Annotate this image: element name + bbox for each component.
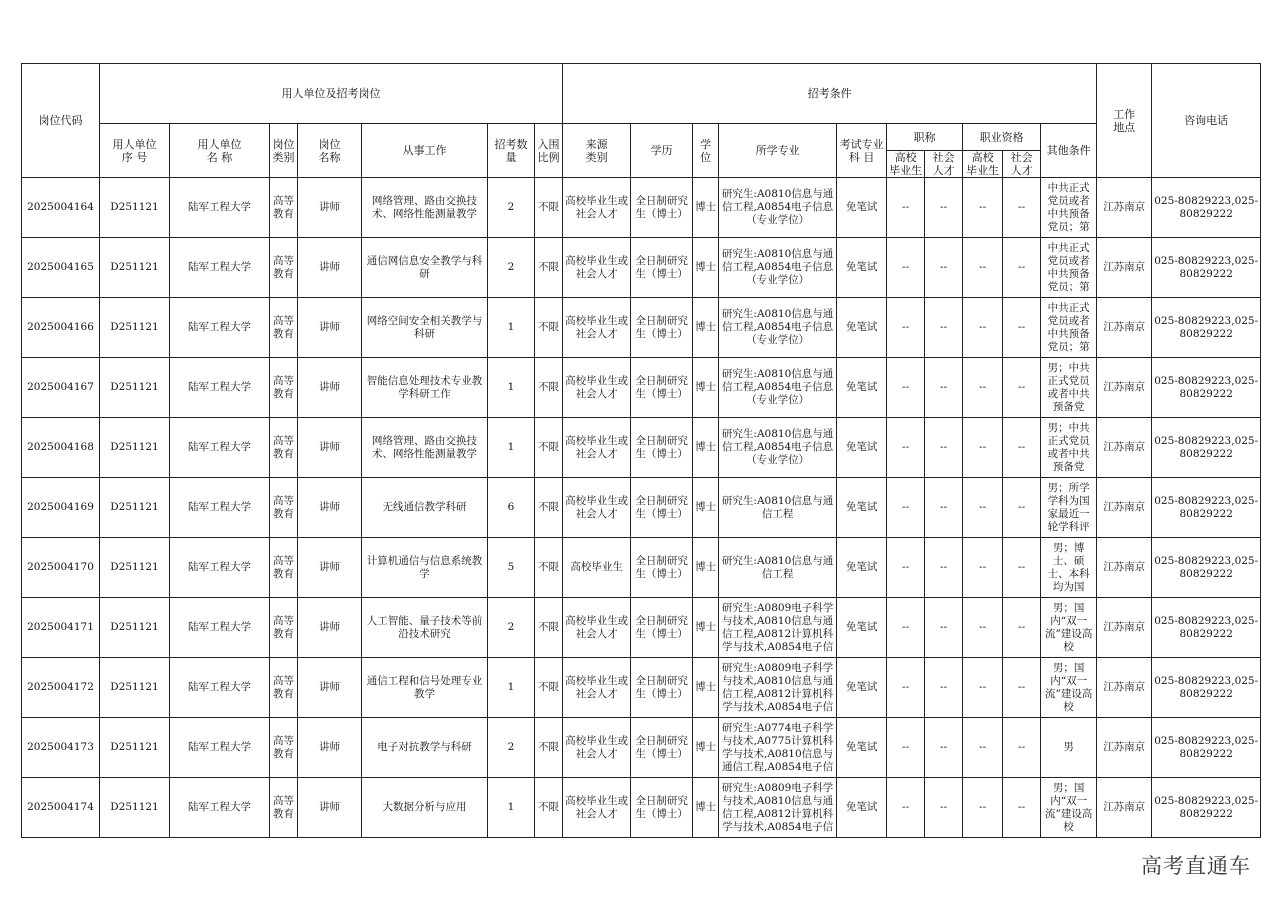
cell-ratio: 不限 [535,778,563,838]
cell-title-grad: -- [887,658,925,718]
cell-unit-no: D251121 [100,178,170,238]
cell-degree: 博士 [693,238,719,298]
cell-job: 电子对抗教学与科研 [362,718,488,778]
cell-exam: 免笔试 [837,778,887,838]
cell-exam: 免笔试 [837,238,887,298]
cell-source: 高校毕业生或社会人才 [563,478,631,538]
cell-job: 智能信息处理技术专业教学科研工作 [362,358,488,418]
table-row [22,718,1261,778]
table-row [22,538,1261,598]
cell-count: 2 [488,178,535,238]
cell-exam: 免笔试 [837,718,887,778]
cell-exam: 免笔试 [837,658,887,718]
table-row [22,418,1261,478]
cell-degree: 博士 [693,778,719,838]
cell-title-social: -- [925,358,963,418]
cell-major: 研究生:A0810信息与通信工程,A0854电子信息（专业学位） [719,298,837,358]
table-row [22,298,1261,358]
cell-title-social: -- [925,298,963,358]
cell-education: 全日制研究生（博士） [631,358,693,418]
cell-unit-no: D251121 [100,778,170,838]
cell-count: 1 [488,298,535,358]
cell-job: 网络空间安全相关教学与科研 [362,298,488,358]
cell-qual-social: -- [1003,478,1041,538]
cell-unit-no: D251121 [100,718,170,778]
cell-unit-no: D251121 [100,478,170,538]
cell-qual-grad: -- [963,418,1003,478]
cell-qual-grad: -- [963,718,1003,778]
cell-qual-grad: -- [963,658,1003,718]
cell-degree: 博士 [693,538,719,598]
cell-education: 全日制研究生（博士） [631,538,693,598]
cell-unit-name: 陆军工程大学 [170,298,270,358]
header-qualification-group: 职业资格 [963,124,1041,151]
cell-unit-name: 陆军工程大学 [170,358,270,418]
cell-job: 无线通信教学科研 [362,478,488,538]
cell-work-place: 江苏南京 [1097,778,1152,838]
cell-exam: 免笔试 [837,358,887,418]
cell-source: 高校毕业生或社会人才 [563,418,631,478]
header-exam: 考试专业 科 目 [837,124,887,178]
table-row [22,358,1261,418]
cell-other: 中共正式党员或者中共预备党员；第 [1041,238,1097,298]
cell-title-grad: -- [887,598,925,658]
cell-major: 研究生:A0810信息与通信工程,A0854电子信息（专业学位） [719,418,837,478]
cell-source: 高校毕业生或社会人才 [563,238,631,298]
cell-other: 中共正式党员或者中共预备党员；第 [1041,298,1097,358]
cell-unit-no: D251121 [100,238,170,298]
cell-degree: 博士 [693,718,719,778]
cell-title-social: -- [925,178,963,238]
cell-count: 6 [488,478,535,538]
cell-post-name: 讲师 [298,478,362,538]
cell-work-place: 江苏南京 [1097,478,1152,538]
cell-degree: 博士 [693,418,719,478]
cell-source: 高校毕业生或社会人才 [563,658,631,718]
cell-post-type: 高等 教育 [270,538,298,598]
cell-title-grad: -- [887,358,925,418]
table-body [22,178,1261,838]
cell-qual-social: -- [1003,178,1041,238]
cell-ratio: 不限 [535,418,563,478]
cell-phone: 025-80829223,025-80829222 [1152,598,1261,658]
cell-title-social: -- [925,658,963,718]
cell-post-code: 2025004167 [22,358,100,418]
cell-unit-no: D251121 [100,538,170,598]
cell-title-social: -- [925,778,963,838]
table-row [22,478,1261,538]
cell-qual-grad: -- [963,538,1003,598]
cell-title-grad: -- [887,418,925,478]
cell-degree: 博士 [693,598,719,658]
cell-post-type: 高等 教育 [270,658,298,718]
cell-title-grad: -- [887,178,925,238]
cell-post-name: 讲师 [298,298,362,358]
cell-ratio: 不限 [535,178,563,238]
cell-unit-no: D251121 [100,298,170,358]
cell-phone: 025-80829223,025-80829222 [1152,538,1261,598]
cell-count: 2 [488,598,535,658]
cell-education: 全日制研究生（博士） [631,598,693,658]
cell-post-code: 2025004170 [22,538,100,598]
cell-qual-grad: -- [963,778,1003,838]
header-post-type: 岗位 类别 [270,124,298,178]
cell-unit-no: D251121 [100,598,170,658]
cell-major: 研究生:A0810信息与通信工程,A0854电子信息（专业学位） [719,238,837,298]
cell-count: 1 [488,358,535,418]
cell-unit-name: 陆军工程大学 [170,478,270,538]
cell-education: 全日制研究生（博士） [631,418,693,478]
cell-post-type: 高等 教育 [270,238,298,298]
cell-qual-social: -- [1003,778,1041,838]
cell-post-type: 高等 教育 [270,358,298,418]
cell-title-grad: -- [887,778,925,838]
cell-qual-social: -- [1003,238,1041,298]
cell-major: 研究生:A0809电子科学与技术,A0810信息与通信工程,A0812计算机科学与技术,A0854电子信 [719,598,837,658]
cell-qual-social: -- [1003,718,1041,778]
cell-ratio: 不限 [535,718,563,778]
cell-education: 全日制研究生（博士） [631,238,693,298]
cell-education: 全日制研究生（博士） [631,718,693,778]
cell-ratio: 不限 [535,538,563,598]
table-row [22,658,1261,718]
cell-job: 人工智能、量子技术等前沿技术研究 [362,598,488,658]
cell-other: 男；国内“双一流”建设高校 [1041,658,1097,718]
cell-job: 大数据分析与应用 [362,778,488,838]
cell-unit-name: 陆军工程大学 [170,178,270,238]
cell-qual-social: -- [1003,358,1041,418]
cell-exam: 免笔试 [837,538,887,598]
cell-exam: 免笔试 [837,598,887,658]
cell-work-place: 江苏南京 [1097,598,1152,658]
cell-work-place: 江苏南京 [1097,718,1152,778]
cell-unit-name: 陆军工程大学 [170,598,270,658]
cell-work-place: 江苏南京 [1097,538,1152,598]
cell-qual-grad: -- [963,598,1003,658]
cell-post-code: 2025004168 [22,418,100,478]
cell-unit-name: 陆军工程大学 [170,658,270,718]
cell-major: 研究生:A0809电子科学与技术,A0810信息与通信工程,A0812计算机科学与技术,A0854电子信 [719,778,837,838]
cell-degree: 博士 [693,658,719,718]
cell-education: 全日制研究生（博士） [631,178,693,238]
cell-other: 男；中共正式党员或者中共预备党 [1041,358,1097,418]
header-education: 学历 [631,124,693,178]
cell-post-code: 2025004166 [22,298,100,358]
header-title-group: 职称 [887,124,963,151]
cell-other: 男；所学学科为国家最近一轮学科评 [1041,478,1097,538]
header-qual-social: 社会 人才 [1003,151,1041,178]
cell-education: 全日制研究生（博士） [631,778,693,838]
cell-education: 全日制研究生（博士） [631,658,693,718]
cell-count: 5 [488,538,535,598]
cell-post-type: 高等 教育 [270,418,298,478]
cell-post-code: 2025004172 [22,658,100,718]
header-title-social: 社会 人才 [925,151,963,178]
cell-phone: 025-80829223,025-80829222 [1152,358,1261,418]
cell-post-code: 2025004169 [22,478,100,538]
cell-post-type: 高等 教育 [270,718,298,778]
header-job: 从事工作 [362,124,488,178]
cell-qual-grad: -- [963,178,1003,238]
cell-unit-name: 陆军工程大学 [170,538,270,598]
table-row [22,598,1261,658]
cell-post-type: 高等 教育 [270,298,298,358]
cell-ratio: 不限 [535,478,563,538]
cell-work-place: 江苏南京 [1097,358,1152,418]
cell-source: 高校毕业生或社会人才 [563,178,631,238]
cell-post-name: 讲师 [298,418,362,478]
cell-other: 男；博士、硕士、本科均为国 [1041,538,1097,598]
cell-major: 研究生:A0774电子科学与技术,A0775计算机科学与技术,A0810信息与通信工程,A0854电子信 [719,718,837,778]
cell-ratio: 不限 [535,358,563,418]
cell-post-type: 高等 教育 [270,778,298,838]
header-conditions-group: 招考条件 [563,64,1097,124]
cell-job: 网络管理、路由交换技术、网络性能测量教学 [362,178,488,238]
header-unit-group: 用人单位及招考岗位 [100,64,563,124]
cell-qual-social: -- [1003,298,1041,358]
cell-exam: 免笔试 [837,418,887,478]
header-degree: 学位 [693,124,719,178]
cell-education: 全日制研究生（博士） [631,478,693,538]
cell-post-type: 高等 教育 [270,178,298,238]
cell-title-social: -- [925,478,963,538]
cell-major: 研究生:A0810信息与通信工程,A0854电子信息（专业学位） [719,178,837,238]
cell-phone: 025-80829223,025-80829222 [1152,238,1261,298]
cell-post-name: 讲师 [298,718,362,778]
header-phone: 咨询电话 [1152,64,1261,178]
cell-job: 计算机通信与信息系统教学 [362,538,488,598]
cell-exam: 免笔试 [837,478,887,538]
watermark: 高考直通车 [1141,854,1251,878]
cell-source: 高校毕业生或社会人才 [563,298,631,358]
cell-qual-social: -- [1003,538,1041,598]
cell-unit-name: 陆军工程大学 [170,778,270,838]
cell-source: 高校毕业生或社会人才 [563,358,631,418]
cell-source: 高校毕业生或社会人才 [563,598,631,658]
cell-work-place: 江苏南京 [1097,238,1152,298]
table-row [22,238,1261,298]
cell-job: 通信网信息安全教学与科研 [362,238,488,298]
cell-unit-name: 陆军工程大学 [170,718,270,778]
cell-major: 研究生:A0810信息与通信工程 [719,538,837,598]
cell-post-name: 讲师 [298,358,362,418]
header-unit-name: 用人单位 名 称 [170,124,270,178]
cell-unit-no: D251121 [100,418,170,478]
cell-degree: 博士 [693,298,719,358]
cell-major: 研究生:A0810信息与通信工程,A0854电子信息（专业学位） [719,358,837,418]
header-ratio: 入围 比例 [535,124,563,178]
cell-job: 通信工程和信号处理专业教学 [362,658,488,718]
cell-ratio: 不限 [535,658,563,718]
cell-unit-name: 陆军工程大学 [170,238,270,298]
cell-post-code: 2025004165 [22,238,100,298]
cell-post-type: 高等 教育 [270,478,298,538]
cell-qual-social: -- [1003,658,1041,718]
cell-phone: 025-80829223,025-80829222 [1152,778,1261,838]
cell-qual-grad: -- [963,478,1003,538]
cell-other: 男；国内“双一流”建设高校 [1041,598,1097,658]
cell-title-grad: -- [887,298,925,358]
cell-post-code: 2025004174 [22,778,100,838]
header-post-name: 岗位 名称 [298,124,362,178]
cell-title-social: -- [925,718,963,778]
header-post-code: 岗位代码 [22,64,100,178]
cell-other: 中共正式党员或者中共预备党员；第 [1041,178,1097,238]
header-count: 招考数量 [488,124,535,178]
header-major: 所学专业 [719,124,837,178]
cell-post-name: 讲师 [298,658,362,718]
cell-title-social: -- [925,598,963,658]
cell-degree: 博士 [693,178,719,238]
cell-count: 2 [488,238,535,298]
cell-other: 男；中共正式党员或者中共预备党 [1041,418,1097,478]
header-qual-grad: 高校 毕业生 [963,151,1003,178]
cell-post-code: 2025004164 [22,178,100,238]
cell-source: 高校毕业生或社会人才 [563,778,631,838]
cell-work-place: 江苏南京 [1097,298,1152,358]
cell-degree: 博士 [693,478,719,538]
cell-phone: 025-80829223,025-80829222 [1152,178,1261,238]
cell-unit-no: D251121 [100,358,170,418]
cell-count: 2 [488,718,535,778]
cell-title-social: -- [925,418,963,478]
cell-other: 男 [1041,718,1097,778]
recruitment-table [21,63,1261,838]
cell-post-name: 讲师 [298,538,362,598]
header-unit-no: 用人单位 序 号 [100,124,170,178]
cell-count: 1 [488,658,535,718]
cell-phone: 025-80829223,025-80829222 [1152,418,1261,478]
cell-title-social: -- [925,538,963,598]
cell-title-grad: -- [887,478,925,538]
cell-post-name: 讲师 [298,238,362,298]
header-source: 来源 类别 [563,124,631,178]
cell-work-place: 江苏南京 [1097,418,1152,478]
cell-post-code: 2025004171 [22,598,100,658]
cell-job: 网络管理、路由交换技术、网络性能测量教学 [362,418,488,478]
cell-post-name: 讲师 [298,178,362,238]
table-row [22,178,1261,238]
cell-other: 男；国内“双一流”建设高校 [1041,778,1097,838]
cell-phone: 025-80829223,025-80829222 [1152,298,1261,358]
cell-qual-social: -- [1003,418,1041,478]
cell-post-name: 讲师 [298,778,362,838]
cell-count: 1 [488,418,535,478]
header-title-grad: 高校 毕业生 [887,151,925,178]
cell-phone: 025-80829223,025-80829222 [1152,478,1261,538]
cell-title-grad: -- [887,718,925,778]
cell-source: 高校毕业生 [563,538,631,598]
cell-ratio: 不限 [535,598,563,658]
cell-source: 高校毕业生或社会人才 [563,718,631,778]
cell-ratio: 不限 [535,298,563,358]
cell-phone: 025-80829223,025-80829222 [1152,658,1261,718]
table-header [22,64,1261,178]
header-work-place: 工作 地点 [1097,64,1152,178]
cell-exam: 免笔试 [837,178,887,238]
cell-work-place: 江苏南京 [1097,178,1152,238]
cell-major: 研究生:A0809电子科学与技术,A0810信息与通信工程,A0812计算机科学与技术,A0854电子信 [719,658,837,718]
header-other: 其他条件 [1041,124,1097,178]
cell-phone: 025-80829223,025-80829222 [1152,718,1261,778]
cell-exam: 免笔试 [837,298,887,358]
cell-education: 全日制研究生（博士） [631,298,693,358]
cell-qual-grad: -- [963,238,1003,298]
cell-count: 1 [488,778,535,838]
table-row [22,778,1261,838]
cell-title-social: -- [925,238,963,298]
cell-title-grad: -- [887,238,925,298]
cell-ratio: 不限 [535,238,563,298]
cell-post-name: 讲师 [298,598,362,658]
cell-qual-grad: -- [963,358,1003,418]
cell-post-code: 2025004173 [22,718,100,778]
cell-major: 研究生:A0810信息与通信工程 [719,478,837,538]
cell-qual-social: -- [1003,598,1041,658]
cell-work-place: 江苏南京 [1097,658,1152,718]
cell-qual-grad: -- [963,298,1003,358]
cell-unit-name: 陆军工程大学 [170,418,270,478]
cell-title-grad: -- [887,538,925,598]
cell-degree: 博士 [693,358,719,418]
cell-post-type: 高等 教育 [270,598,298,658]
cell-unit-no: D251121 [100,658,170,718]
